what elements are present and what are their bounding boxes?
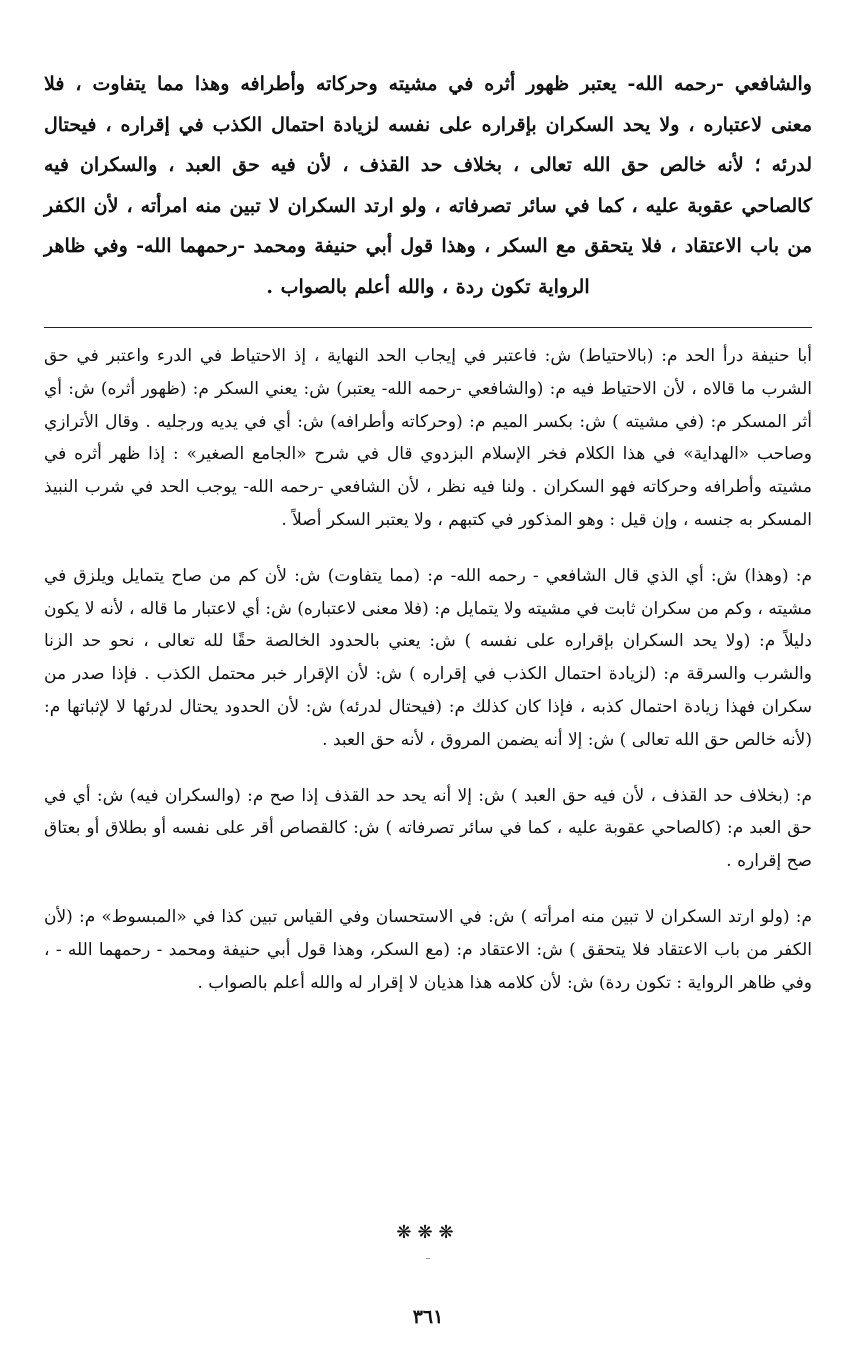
commentary-section: [44, 340, 812, 1022]
commentary-paragraph-2: م: (وهذا) ش: أي الذي قال الشافعي - رحمه الله- م: (مما يتفاوت) ش: لأن كم من صاح يتمايل ويلزق في مشيته ، وكم من سكران ثابت في مشيته ولا يتمايل م: (فلا معنى لاعتباره) ش: أي لاعتبار ما قاله ، لأنه لا يكون دليلاً م: (ولا يحد السكران بإقراره على نفسه ) ش: يعني بالحدود الخالصة حقًا لله تعالى ، نحو حد الزنا والشرب والسرقة م: (لزيادة احتمال الكذب في إقراره ) ش: لأن الإقرار خبر محتمل الكذب . فإذا صدر من سكران فهذا زيادة احتمال كذبه ، فإذا كان كذلك م: (فيحتال لدرئه) ش: لأن الحدود يحتال لدرئها لا لإثباتها م: (لأنه خالص حق الله تعالى ) ش: إلا أنه يضمن المروق ، لأنه حق العبد .: [44, 565, 812, 750]
print-mark: [426, 1258, 430, 1259]
commentary-paragraph-3: م: (بخلاف حد القذف ، لأن فيه حق العبد ) ش: إلا أنه يحد حد القذف إذا صح م: (والسكران فيه) ش: أي في حق العبد م: (كالصاحي عقوبة عليه ، كما في سائر تصرفاته ) ش: كالقصاص أقر على نفسه أو بطلاق أو بعتاق صح إقراره .: [44, 785, 812, 872]
text-divider-line: [44, 327, 812, 328]
commentary-paragraph-4: م: (ولو ارتد السكران لا تبين منه امرأته ) ش: في الاستحسان وفي القياس تبين كذا في «المبسوط» م: (لأن الكفر من باب الاعتقاد فلا يتحقق ) ش: الاعتقاد م: (مع السكر، وهذا قول أبي حنيفة ومحمد - رحمهما الله - ، وفي ظاهر الرواية : تكون ردة) ش: لأن كلامه هذا هذيان لا إقرار له والله أعلم بالصواب .: [44, 906, 812, 993]
commentary-paragraph-1: أبا حنيفة درأ الحد م: (بالاحتياط) ش: فاعتبر في إيجاب الحد النهاية ، إذ الاحتياط في الدرء واعتبر في حق الشرب ما قالاه ، لأن الاحتياط فيه م: (والشافعي -رحمه الله- يعتبر) ش: يعني السكر م: (ظهور أثره) ش: أي أثر المسكر م: (في مشيته ) ش: بكسر الميم م: (وحركاته وأطرافه) ش: أي في يديه ورجليه . وقال الأترازي وصاحب «الهداية» في هذا الكلام فخر الإسلام البزدوي قال في شرح «الجامع الصغير» : إذا ظهر أثره في مشيته وأطرافه وحركاته فهو السكران . ولنا فيه نظر ، لأن الشافعي -رحمه الله- يوجب الحد في شرب النبيذ المسكر به جنسه ، وإن قيل : وهو المذكور في كتبهم ، ولا يعتبر السكر أصلاً .: [44, 346, 812, 530]
section-end-ornament: ❋❋❋: [396, 1222, 460, 1243]
page-number: ٣٦١: [412, 1306, 444, 1328]
main-text-paragraph: والشافعي -رحمه الله- يعتبر ظهور أثره في مشيته وحركاته وأطرافه وهذا مما يتفاوت ، فلا معنى لاعتباره ، ولا يحد السكران بإقراره على نفسه لزيادة احتمال الكذب في إقراره ، فيحتال لدرئه ؛ لأنه خالص حق الله تعالى ، بخلاف حد القذف ، لأن فيه حق العبد ، والسكران فيه كالصاحي عقوبة عليه ، كما في سائر تصرفاته ، ولو ارتد السكران لا تبين منه امرأته ، لأن الكفر من باب الاعتقاد ، فلا يتحقق مع السكر ، وهذا قول أبي حنيفة ومحمد -رحمهما الله- وفي ظاهر الرواية تكون ردة ، والله أعلم بالصواب .: [44, 73, 812, 298]
